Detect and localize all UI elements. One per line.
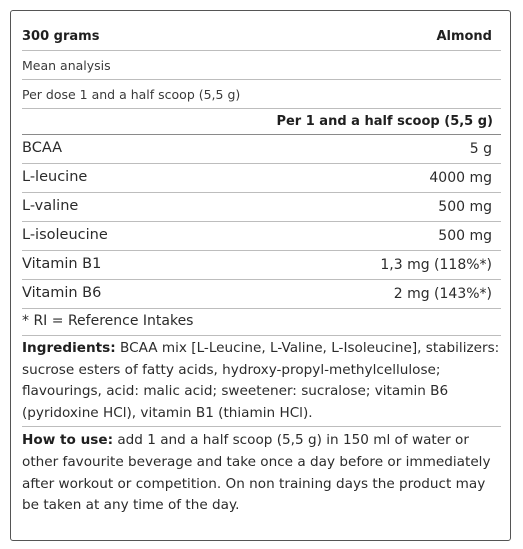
mean-analysis-row <box>22 51 501 80</box>
per-dose-row <box>22 80 501 109</box>
nutrient-row-bcaa <box>22 135 501 164</box>
nutrient-name: L-valine <box>22 198 79 214</box>
column-header-row <box>22 109 501 135</box>
flavour-label: Almond <box>436 29 492 44</box>
per-dose-label: Per dose 1 and a half scoop (5,5 g) <box>22 87 241 102</box>
nutrient-value: 5 g <box>469 141 492 157</box>
nutrient-name: L-leucine <box>22 169 88 185</box>
column-header: Per 1 and a half scoop (5,5 g) <box>276 114 493 129</box>
nutrient-value: 2 mg (143%*) <box>393 286 492 302</box>
nutrient-row-vitamin-b1 <box>22 251 501 280</box>
mean-analysis-label: Mean analysis <box>22 58 111 73</box>
nutrient-value: 1,3 mg (118%*) <box>380 257 492 273</box>
ingredients-text: BCAA mix [L-Leucine, L-Valine, L-Isoleucine], stabilizers: sucrose esters of fatty acids, hydroxy-propyl-methylcellulose; flavourings, acid: malic acid; sweetener: sucralose; vitamin B6 (pyridoxine HCl), vitamin B1 (thiamin HCl). <box>22 340 500 421</box>
ingredients-label: Ingredients: <box>22 340 116 356</box>
how-to-use-label: How to use: <box>22 432 114 449</box>
nutrient-name: L-isoleucine <box>22 227 108 243</box>
nutrient-row-l-valine <box>22 193 501 222</box>
nutrient-row-l-leucine <box>22 164 501 193</box>
nutrient-name: Vitamin B6 <box>22 285 102 301</box>
nutrient-value: 500 mg <box>438 199 492 215</box>
nutrient-value: 500 mg <box>438 228 492 244</box>
footnote: * RI = Reference Intakes <box>22 313 194 329</box>
nutrient-row-vitamin-b6 <box>22 280 501 309</box>
nutrition-table <box>22 22 501 517</box>
nutrient-name: Vitamin B1 <box>22 256 102 272</box>
nutrient-value: 4000 mg <box>429 170 492 186</box>
header-row <box>22 22 501 51</box>
how-to-use-text: add 1 and a half scoop (5,5 g) in 150 ml of water or other favourite beverage and take once a day before or immediately after workout or competition. On non training days the product may be taken at any time of the day. <box>22 432 491 514</box>
how-to-use-paragraph <box>22 427 501 516</box>
footnote-row <box>22 309 501 336</box>
nutrient-row-l-isoleucine <box>22 222 501 251</box>
ingredients-paragraph <box>22 336 501 427</box>
weight-label: 300 grams <box>22 29 100 44</box>
nutrient-name: BCAA <box>22 140 63 156</box>
